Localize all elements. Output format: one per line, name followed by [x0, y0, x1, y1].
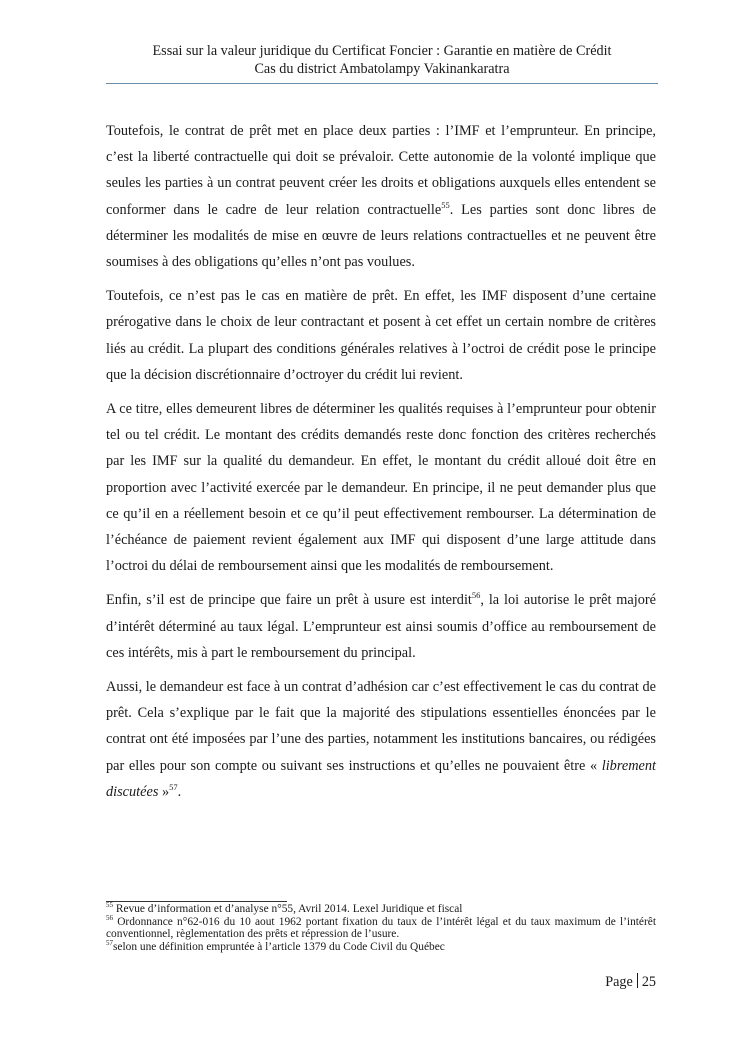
main-text [106, 118, 656, 813]
footnote-56: $^{56}$ Ordonnance n°62-016 du 10 aout 1962 portant fixation du taux de l’intérêt légal et du taux maximum de l’intérêt conventionnel, règlementation des prêts et répression de l’usure. [106, 913, 656, 941]
paragraph-3: A ce titre, elles demeurent libres de déterminer les qualités requises à l’emprunteur pour obtenir tel ou tel crédit. Le montant des crédits demandés reste donc fonction des critères recherchés par les IMF sur la qualité du demandeur. En effet, le montant du crédit alloué doit être en proportion avec l’activité exercée par le demandeur. En principe, il ne peut demander plus que ce qu’il en a réellement besoin et ce qu’il peut effectivement rembourser. La détermination de l’échéance de paiement revient également aux IMF qui disposent d’une large attitude dans l’octroi du délai de remboursement ainsi que les modalités de remboursement. [106, 401, 656, 575]
footnote-55: $^{55}$ Revue d’information et d’analyse n°55, Avril 2014. Lexel Juridique et fiscal [106, 901, 463, 915]
footnote-ref-57[interactable]: 57 [169, 782, 178, 793]
running-header [106, 42, 658, 78]
page-number-value: 25 [641, 974, 656, 990]
footnote-57: $^{57}$selon une définition empruntée à l’article 1379 du Code Civil du Québec [106, 938, 445, 953]
footnote-ref-56[interactable]: 56 [471, 590, 481, 601]
footnote-separator [106, 901, 287, 902]
page-number [605, 973, 656, 991]
paragraph-2: Toutefois, ce n’est pas le cas en matière de prêt. En effet, les IMF disposent d’une certaine prérogative dans le choix de leur contractant et posent à cet effet un certain nombre de critères liés au crédit. La plupart des conditions générales relatives à l’octroi de crédit pose le principe que la décision discrétionnaire d’octroyer du crédit lui revient. [106, 288, 656, 383]
header-title-line: Essai sur la valeur juridique du Certificat Foncier : Garantie en matière de Crédit [152, 43, 612, 59]
paragraph-1: Toutefois, le contrat de prêt met en place deux parties : l’IMF et l’emprunteur. En principe, c’est la liberté contractuelle qui doit se prévaloir. Cette autonomie de la volonté implique que seules les parties à un contrat peuvent créer les droits et obligations auxquels elles entendent se conformer dans le cadre de leur relation contractuelle$^{55}$. Les parties sont donc libres de déterminer les modalités de mise en œuvre de leurs relations contractuelles et ne peuvent être soumises à des obligations qu’elles n’ont pas voulues. [106, 123, 656, 271]
paragraph-5: Aussi, le demandeur est face à un contrat d’adhésion car c’est effectivement le cas du contrat de prêt. Cela s’explique par le fait que la majorité des stipulations essentielles énoncées par le contrat ont été imposées par l’une des parties, notamment les institutions bancaires, ou rédigées par elles pour son compte ou suivant ses instructions et qu’elles ne pouvaient être « librement discutées »$^{57}$. [106, 679, 656, 800]
page-number-separator [637, 973, 638, 988]
page-label: Page [605, 974, 633, 990]
footnotes [106, 903, 656, 953]
header-subtitle-line: Cas du district Ambatolampy Vakinankaratra [254, 61, 510, 77]
paragraph-4: Enfin, s’il est de principe que faire un prêt à usure est interdit$^{56}$, la loi autorise le prêt majoré d’intérêt déterminé au taux légal. L’emprunteur est ainsi soumis d’office au remboursement de ces intérêts, mis à part le remboursement du principal. [106, 590, 656, 661]
footnote-ref-55[interactable]: 55 [441, 199, 450, 210]
header-divider [106, 83, 658, 84]
italic-quote: librement discutées [106, 757, 656, 800]
